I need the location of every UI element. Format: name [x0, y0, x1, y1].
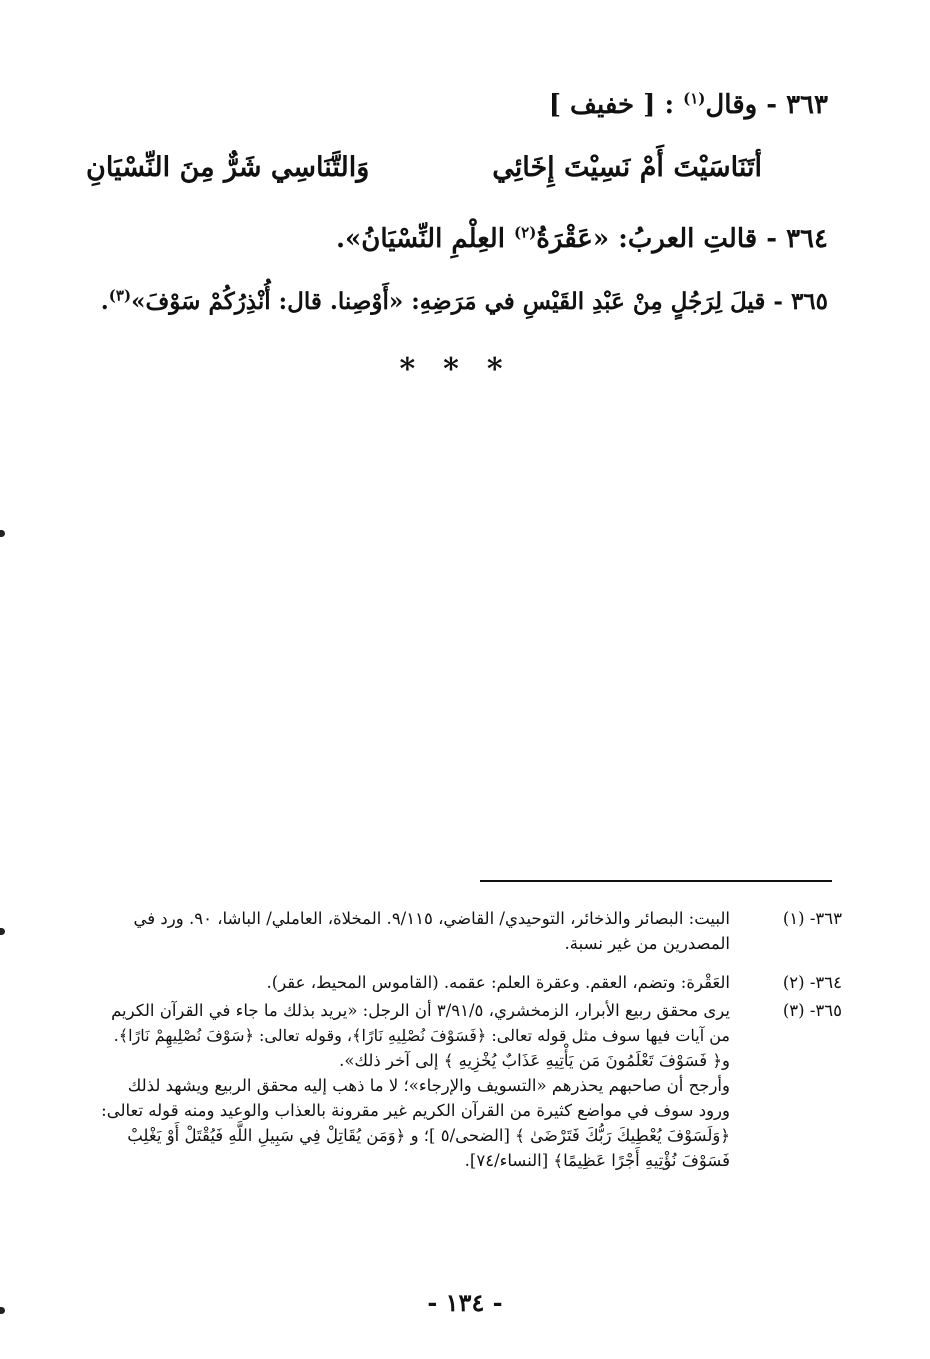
entry-364-suffix: العِلْمِ النِّسْيَانُ». — [335, 224, 515, 254]
entry-365-prefix: ٣٦٥ - قيلَ لِرَجُلٍ مِنْ عَبْدِ القَيْسِ في مَرَضِهِ: «أَوْصِنا. قال: أُنْذِرُكُمْ سَوْفَ» — [131, 288, 828, 315]
footnote-line: ﴿وَلَسَوْفَ يُعْطِيكَ رَبُّكَ فَتَرْضَىٰ ﴾ [الضحى/٥ ]؛ و ﴿وَمَن يُقَاتِلْ فِي سَبِيلِ اللَّهِ فَيُقْتَلْ أَوْ يَغْلِبْ — [127, 1126, 730, 1145]
footnote-number: ٣٦٥- (٣) — [782, 1001, 842, 1020]
footnote-line: و﴿ فَسَوْفَ تَعْلَمُونَ مَن يَأْتِيهِ عَذَابٌ يُخْزِيهِ ﴾ إلى آخر ذلك». — [339, 1051, 730, 1070]
footnote-ref-1: (١) — [683, 89, 706, 108]
footnote-line: وأرجح أن صاحبهم يحذرهم «التسويف والإرجاء»؛ لا ما ذهب إليه محقق الربيع ويشهد لذلك — [127, 1076, 730, 1095]
footnote-line: البيت: البصائر والذخائر، التوحيدي/ القاضي، ٩/١١٥. المخلاة، العاملي/ الباشا، ٩٠. ورد في — [133, 909, 730, 928]
footnote-line: المصدرين من غير نسبة. — [564, 934, 730, 953]
entry-364-prefix: ٣٦٤ - قالتِ العربُ: «عَقْرَةُ — [536, 224, 828, 254]
entry-365 — [90, 285, 828, 319]
footnote-line: من آيات فيها سوف مثل قوله تعالى: ﴿فَسَوْفَ نُصْلِيهِ نَارًا﴾، وقوله تعالى: ﴿سَوْفَ نُصْلِيهِمْ نَارًا﴾. — [113, 1026, 730, 1045]
footnote-body — [96, 970, 730, 995]
footnote-2 — [96, 970, 842, 995]
footnote-ref-2: (٢) — [514, 223, 537, 242]
footnote-body — [96, 906, 730, 956]
footnote-rule — [480, 880, 832, 882]
poem-verse — [86, 152, 762, 196]
footnote-1 — [96, 906, 842, 956]
footnote-line: يرى محقق ربيع الأبرار، الزمخشري، ٣/٩١/٥ أن الرجل: «يريد بذلك ما جاء في القرآن الكريم — [111, 1001, 730, 1020]
footnote-line: فَسَوْفَ نُؤْتِيهِ أَجْرًا عَظِيمًا﴾ [النساء/٧٤]. — [464, 1151, 730, 1170]
scan-margin-mark — [0, 530, 5, 537]
verse-first-hemistich: أتَنَاسَيْتَ أَمْ نَسِيْتَ إِخَائِي — [492, 152, 762, 183]
footnote-number: ٣٦٣- (١) — [782, 909, 842, 928]
footnote-line: ورود سوف في مواضع كثيرة من القرآن الكريم غير مقرونة بالعذاب والوعيد ومنه قوله تعالى: — [101, 1101, 730, 1120]
meter-label: : [ خفيف ] — [548, 90, 684, 120]
footnote-number: ٣٦٤- (٢) — [782, 973, 842, 992]
entry-364 — [90, 222, 828, 256]
page-number: - ١٣٤ - — [427, 1288, 503, 1317]
entry-363-prefix: ٣٦٣ - وقال — [705, 90, 828, 120]
footnote-line: العَقْرة: وتضم، العقم. وعقرة العلم: عقمه. (القاموس المحيط، عقر). — [266, 973, 730, 992]
entry-365-suffix: . — [100, 288, 109, 315]
footnote-body — [96, 998, 730, 1173]
entry-363 — [90, 88, 828, 122]
section-separator: *** — [399, 352, 531, 387]
footnote-3 — [96, 998, 842, 1173]
verse-second-hemistich: وَالتَّنَاسِي شَرٌّ مِنَ النِّسْيَانِ — [86, 152, 370, 183]
scan-margin-mark — [0, 928, 5, 935]
footnote-ref-3: (٣) — [108, 286, 132, 305]
